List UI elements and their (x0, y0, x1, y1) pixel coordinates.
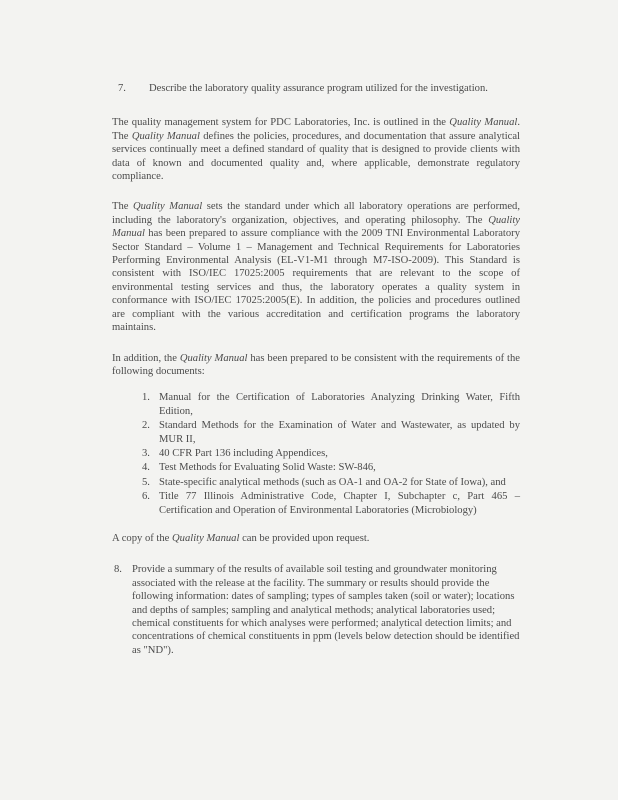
para1-text-b: . The (112, 117, 520, 142)
para2-text-b: sets the standard under which all laboratory operations are performed, including the laboratory's organization, objectives, and operating philosophy. The (112, 201, 520, 226)
list-item-text: State-specific analytical methods (such as OA-1 and OA-2 for State of Iowa), and (159, 476, 506, 488)
list-item-number: 1. (142, 392, 150, 404)
paragraph-standard (112, 200, 520, 334)
para4-manual-title: Quality Manual (172, 532, 240, 544)
paragraph-consistency (112, 352, 520, 379)
para3-text-a: In addition, the (112, 352, 180, 364)
paragraph-copy-request (112, 532, 520, 545)
list-item (142, 447, 520, 460)
list-item (142, 490, 520, 517)
list-item-text: Manual for the Certification of Laboratories Analyzing Drinking Water, Fifth Edition, (159, 392, 520, 417)
requirements-list (142, 391, 520, 517)
para2-text-a: The (112, 201, 133, 213)
para1-manual-title-1: Quality Manual (449, 117, 518, 129)
list-item-number: 2. (142, 420, 150, 432)
question-7 (118, 82, 520, 95)
list-item-text: Standard Methods for the Examination of Water and Wastewater, as updated by MUR II, (159, 420, 520, 445)
list-item (142, 391, 520, 418)
para2-manual-title-1: Quality Manual (132, 201, 203, 213)
question-8-text: Provide a summary of the results of available soil testing and groundwater monitoring associated with the release at the facility. The summary or results should provide the following information: dates of sampling; types of samples taken (soil or water); locations and depths of samples; sampling and analytical methods; analytical laboratories used; chemical constituents for which analyses were performed; analytical detection limits; and concentrations of chemical constituents in ppm (levels below detection should be identified as "ND"). (132, 564, 520, 656)
para2-manual-title-2: Quality Manual (112, 214, 520, 240)
list-item (142, 419, 520, 446)
list-item (142, 461, 520, 474)
question-7-number: 7. (118, 83, 126, 94)
list-item-number: 6. (142, 491, 150, 503)
para2-text-c: has been prepared to assure compliance with the 2009 TNI Environmental Laboratory Sector Standard – Volume 1 – Management and Technical Requirements for Laboratories Performing Environmental Analysis (EL-V1-M1 through M7-ISO-2009). This Standard is consistent with ISO/IEC 17025:2005 requirements that are relevant to the scope of environmental testing services and thus, the laboratory operates a quality system in conformance with ISO/IEC 17025:2005(E). In addition, the policies and procedures outlined are compliant with the various accreditation and certification programs the laboratory maintains. (112, 228, 520, 334)
para3-manual-title: Quality Manual (179, 352, 248, 364)
question-8 (114, 563, 520, 657)
list-item-number: 4. (142, 462, 150, 474)
para4-text-b: can be provided upon request. (239, 532, 370, 544)
list-item-number: 5. (142, 476, 150, 488)
para1-text-c: defines the policies, procedures, and documentation that assure analytical services continually meet a defined standard of quality that is designed to provide clients with data of known and documented quality and, where applicable, demonstrate regulatory compliance. (112, 130, 520, 183)
para3-text-b: has been prepared to be consistent with the requirements of the following documents: (112, 352, 520, 377)
list-item-text: 40 CFR Part 136 including Appendices, (159, 447, 328, 459)
para4-text-a: A copy of the (112, 532, 173, 544)
list-item-text: Test Methods for Evaluating Solid Waste: SW-846, (159, 462, 376, 474)
question-8-number: 8. (114, 564, 122, 576)
paragraph-quality-system (112, 116, 520, 183)
para1-text-a: The quality management system for PDC Laboratories, Inc. is outlined in the (112, 117, 450, 129)
list-item (142, 476, 520, 489)
question-7-text: Describe the laboratory quality assurance program utilized for the investigation. (149, 83, 488, 94)
list-item-text: Title 77 Illinois Administrative Code, Chapter I, Subchapter c, Part 465 – Certification and Operation of Environmental Laboratories (Microbiology) (159, 491, 520, 516)
list-item-number: 3. (142, 447, 150, 459)
para1-manual-title-2: Quality Manual (131, 130, 200, 142)
